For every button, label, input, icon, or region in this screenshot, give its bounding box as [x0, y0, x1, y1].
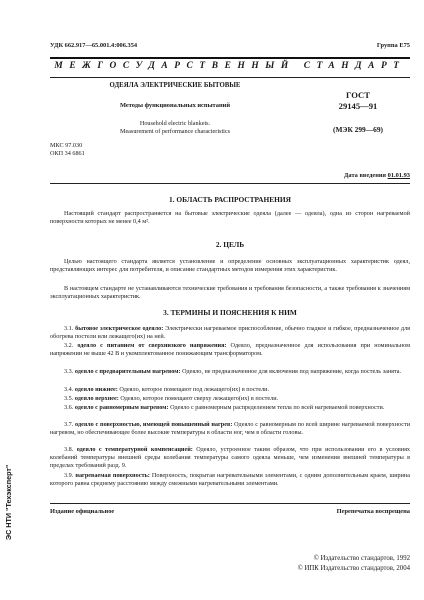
section-1-title: 1. ОБЛАСТЬ РАСПРОСТРАНЕНИЯ	[169, 195, 291, 204]
term-number: 3.6.	[64, 404, 74, 411]
term-number: 3.3.	[64, 368, 74, 375]
term-definition: Одеяло, устроенное таким образом, что при использовании его в условиях колебаний температуры внешней среды колебания температуры самого одеяла меньше, чем изменения внешней температуры в пределах требований разд. 9.	[50, 446, 411, 470]
term-definition: Одеяло, предназначенное для использования при номинальном напряжении не выше 42 В и укомплектованное понижающим трансформатором.	[50, 342, 410, 358]
reprint-notice: Перепечатка воспрещена	[336, 508, 410, 515]
term-name: одеяло нижнее:	[74, 386, 118, 393]
intro-rule	[50, 183, 410, 184]
term-number: 3.8.	[64, 446, 74, 453]
term-name: одеяло с питанием от сверхнизкого напряжения:	[77, 342, 227, 349]
term-3-9	[50, 472, 410, 488]
copyright-2: © ИПК Издательство стандартов, 2004	[297, 565, 410, 572]
term-name: одеяло с предварительным нагревом:	[74, 368, 181, 375]
term-3-8	[50, 446, 410, 470]
intro-date	[344, 172, 410, 179]
term-3-4	[50, 386, 410, 394]
section-2-text-2	[50, 285, 410, 301]
term-name: одеяло с равномерным нагревом:	[74, 404, 169, 411]
term-name: одеяло верхнее:	[74, 395, 119, 402]
term-definition: Одеяло с равномерным распределением тепла по всей нагреваемой поверхности.	[168, 404, 385, 411]
term-3-2	[50, 342, 410, 358]
header-rule-top	[50, 57, 410, 59]
term-number: 3.9.	[64, 472, 74, 479]
section-3-title: 3. ТЕРМИНЫ И ПОЯСНЕНИЯ К НИМ	[163, 308, 297, 317]
term-3-5	[50, 395, 410, 403]
section-2-text-1	[50, 258, 410, 274]
section-2-paragraph-2: В настоящем стандарте не устанавливаются технические требования и требования безопасности, а также требования к значениям эксплуатационных характеристик.	[50, 285, 410, 301]
intro-date-value: 01.01.93	[387, 172, 410, 179]
copyright-1: © Издательство стандартов, 1992	[313, 555, 410, 562]
banner-title: МЕЖГОСУДАРСТВЕННЫЙ СТАНДАРТ	[54, 61, 406, 71]
term-3-7	[50, 421, 410, 437]
side-stamp: ЭС НТИ "Техэксперт"	[4, 464, 13, 540]
footer-rule	[50, 503, 410, 504]
term-3-3	[50, 368, 410, 376]
term-name: нагреваемая поверхность:	[75, 472, 150, 479]
title-ru-main: ОДЕЯЛА ЭЛЕКТРИЧЕСКИЕ БЫТОВЫЕ	[109, 82, 241, 89]
mks-code: МКС 97.030	[50, 142, 83, 149]
iec-reference: (МЭК 299—69)	[333, 125, 383, 134]
term-number: 3.1.	[64, 325, 74, 332]
term-number: 3.2.	[64, 342, 74, 349]
section-2-title: 2. ЦЕЛЬ	[215, 240, 245, 249]
term-definition: Электрически нагреваемое приспособление, обычно гладкое и гибкое, предназначенное для обогрева постели или лежащего(их) на ней.	[50, 325, 410, 341]
term-number: 3.7.	[64, 421, 74, 428]
term-definition: Поверхность, покрытая нагревательными элементами, с одним дополнительным краем, ширина которого равна среднему расстоянию между смежными нагревательными элементами.	[50, 472, 410, 488]
gost-number: 29145—91	[338, 101, 378, 111]
section-1-paragraph: Настоящий стандарт распространяется на бытовые электрические одеяла (далее — одеяла), одна из сторон нагреваемой поверхности которых не менее 0,4 м².	[50, 210, 410, 226]
section-1-text	[50, 210, 410, 226]
official-edition: Издание официальное	[50, 508, 115, 515]
term-definition: Одеяло, которое помещают сверху лежащего(их) в постели.	[118, 395, 279, 402]
gost-label: ГОСТ	[346, 90, 370, 100]
term-definition: Одеяло с равномерным по всей ширине нагреваемой поверхности нагревом, но обеспечивающее более высокие температуры в области ног, чем в области головы.	[50, 421, 411, 437]
term-3-1	[50, 325, 410, 341]
header-rule-bottom	[50, 77, 410, 78]
okp-code: ОКП 34 6861	[50, 150, 85, 157]
intro-date-label: Дата введения	[344, 172, 387, 179]
term-name: одеяло с поверхностью, имеющей повышенный нагрев:	[75, 421, 233, 428]
term-name: одеяло с температурной компенсацией:	[76, 446, 193, 453]
title-en-line1: Household electric blankets.	[139, 120, 211, 127]
term-name: бытовое электрическое одеяло:	[75, 325, 164, 332]
udk-code: УДК 662.917—65.001.4:006.354	[50, 42, 138, 49]
title-en-line2: Measurement of performance characteristics	[119, 128, 231, 135]
term-definition: Одеяло, не предназначенное для включения под напряжение, когда постель занята.	[180, 368, 402, 375]
term-number: 3.4.	[64, 386, 74, 393]
group-code: Группа Е75	[376, 42, 410, 49]
term-definition: Одеяло, которое помещают под лежащего(их) в постели.	[117, 386, 270, 393]
section-2-paragraph-1: Целью настоящего стандарта является установление и определение основных эксплуатационных характеристик одеял, представляющих интерес для потребителя, и описание стандартных методов измерения этих характеристик.	[50, 258, 410, 274]
term-number: 3.5.	[64, 395, 74, 402]
title-ru-sub: Методы функциональных испытаний	[119, 102, 231, 109]
term-3-6	[50, 404, 410, 412]
